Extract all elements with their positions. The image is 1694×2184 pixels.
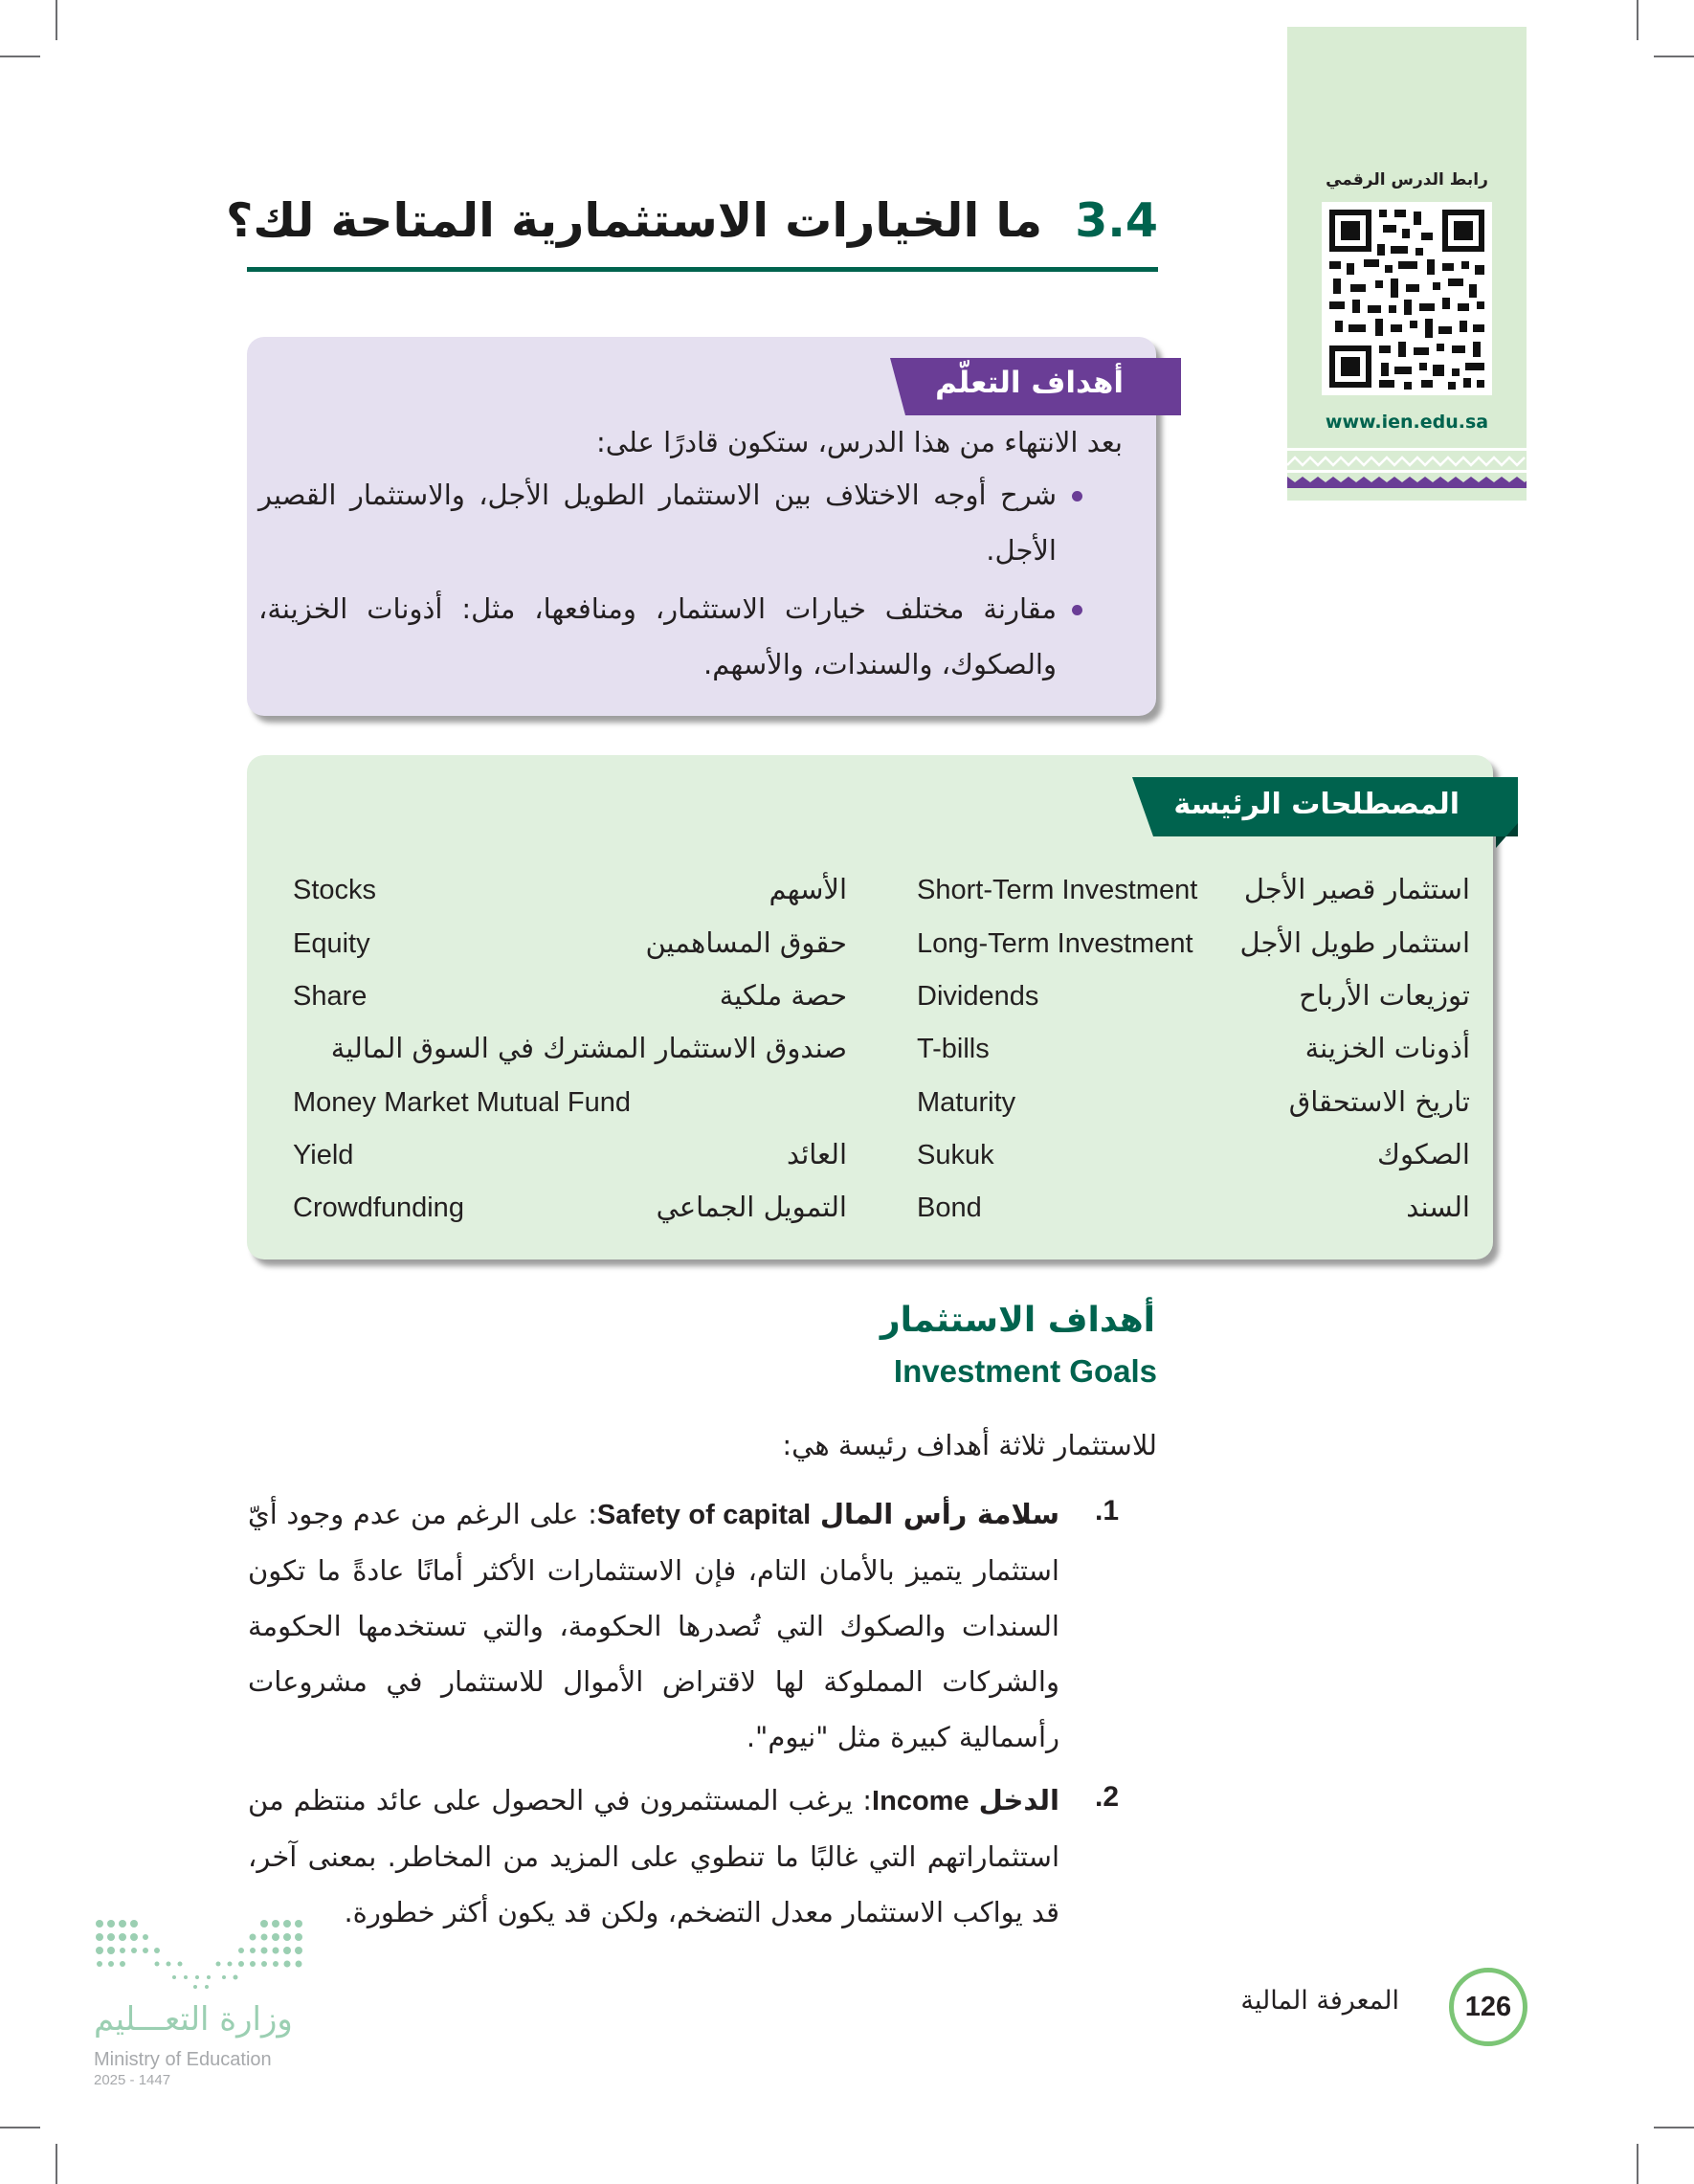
digital-lesson-panel [1287, 27, 1527, 501]
goal-term-en: Income [872, 1786, 970, 1816]
qr-code-icon[interactable] [1322, 202, 1492, 395]
term-ar: أذونات الخزينة [1304, 1032, 1470, 1064]
crop-mark [0, 56, 40, 57]
term-ar: حقوق المساهمين [645, 926, 847, 959]
digital-lesson-label: رابط الدرس الرقمي [1326, 170, 1488, 189]
key-terms-title: المصطلحات الرئيسة [1173, 788, 1460, 821]
term-en: Short-Term Investment [917, 875, 1198, 905]
term-en: Stocks [293, 875, 377, 905]
list-number: .2 [1095, 1781, 1120, 1813]
term-ar: تاريخ الاستحقاق [1288, 1085, 1470, 1118]
section-heading-en: Investment Goals [893, 1353, 1157, 1389]
academic-year: 2025 - 1447 [94, 2072, 171, 2088]
term-en: Yield [293, 1140, 354, 1170]
list-item [248, 1486, 1059, 1765]
goal-text: : يرغب المستثمرون في الحصول على عائد منتظم من استثماراتهم التي غالبًا ما تنطوي على المزيد من المخاطر. بمعنى آخر، قد يواكب الاستثمار معدل التضخم، ولكن قد يكون أكثر خطورة. [248, 1784, 1059, 1928]
term-en: Dividends [917, 981, 1039, 1012]
section-intro: للاستثمار ثلاثة أهداف رئيسة هي: [782, 1429, 1157, 1461]
digital-lesson-url[interactable]: www.ien.edu.sa [1325, 412, 1489, 433]
bullet-icon [1072, 605, 1082, 615]
term-ar: السند [1406, 1191, 1470, 1223]
term-en: Equity [293, 928, 370, 959]
term-en: Sukuk [917, 1140, 994, 1170]
list-number: .1 [1095, 1495, 1120, 1527]
term-en: Crowdfunding [293, 1192, 464, 1223]
ministry-name-en: Ministry of Education [94, 2049, 272, 2070]
term-ar: استثمار طويل الأجل [1239, 926, 1470, 959]
term-ar: حصة ملكية [719, 979, 847, 1012]
term-ar: الأسهم [769, 873, 847, 905]
term-ar: صندوق الاستثمار المشترك في السوق المالية [330, 1032, 847, 1064]
page-number: 126 [1464, 1992, 1512, 2022]
term-ar: التمويل الجماعي [656, 1191, 847, 1223]
crop-mark [1654, 56, 1694, 57]
book-title: المعرفة المالية [1240, 1986, 1399, 2016]
crop-mark [1637, 0, 1638, 40]
section-heading-ar: أهداف الاستثمار [880, 1301, 1155, 1340]
term-ar: استثمار قصير الأجل [1243, 873, 1470, 905]
term-en: Maturity [917, 1087, 1016, 1118]
term-en: Bond [917, 1192, 982, 1223]
objectives-intro: بعد الانتهاء من هذا الدرس، ستكون قادرًا على: [596, 426, 1123, 458]
goal-term-ar: الدخل [978, 1784, 1059, 1816]
goal-term-en: Safety of capital [596, 1500, 812, 1530]
page-number-badge [1449, 1968, 1527, 2046]
term-en: Money Market Mutual Fund [293, 1087, 631, 1118]
objective-item: مقارنة مختلف خيارات الاستثمار، ومنافعها، مثل: أذونات الخزينة، والصكوك، والسندات، والأسهم. [258, 592, 1057, 680]
objectives-title: أهداف التعلّم [935, 366, 1124, 400]
objective-item: شرح أوجه الاختلاف بين الاستثمار الطويل الأجل، والاستثمار القصير الأجل. [258, 479, 1057, 567]
term-ar: الصكوك [1377, 1138, 1470, 1170]
crop-mark [56, 2144, 57, 2184]
lesson-number: 3.4 [1075, 193, 1158, 248]
term-ar: توزيعات الأرباح [1299, 979, 1470, 1012]
lesson-title: ما الخيارات الاستثمارية المتاحة لك؟ [225, 193, 1043, 248]
crop-mark [0, 2127, 40, 2128]
list-item [248, 1772, 1059, 1940]
decorative-pattern [1287, 448, 1527, 488]
crop-mark [1654, 2127, 1694, 2128]
page-title [226, 193, 1158, 248]
ministry-logo-icon [94, 1916, 304, 1993]
term-ar: العائد [786, 1138, 847, 1170]
term-en: T-bills [917, 1034, 990, 1064]
title-underline [247, 267, 1158, 272]
bullet-icon [1072, 491, 1082, 501]
goal-text: : على الرغم من عدم وجود أيّ استثمار يتميز بالأمان التام، فإن الاستثمارات الأكثر أمانًا عادةً ما تكون السندات والصكوك التي تُصدرها الحكومة، والتي تستخدمها الحكومة والشركات المملوكة لها لاقتراض الأموال للاستثمار في مشروعات رأسمالية كبيرة مثل "نيوم". [248, 1498, 1059, 1753]
goal-term-ar: سلامة رأس المال [819, 1498, 1059, 1530]
term-en: Share [293, 981, 368, 1012]
crop-mark [1637, 2144, 1638, 2184]
ministry-name-ar: وزارة التعـــليم [94, 2000, 293, 2039]
term-en: Long-Term Investment [917, 928, 1193, 959]
crop-mark [56, 0, 57, 40]
